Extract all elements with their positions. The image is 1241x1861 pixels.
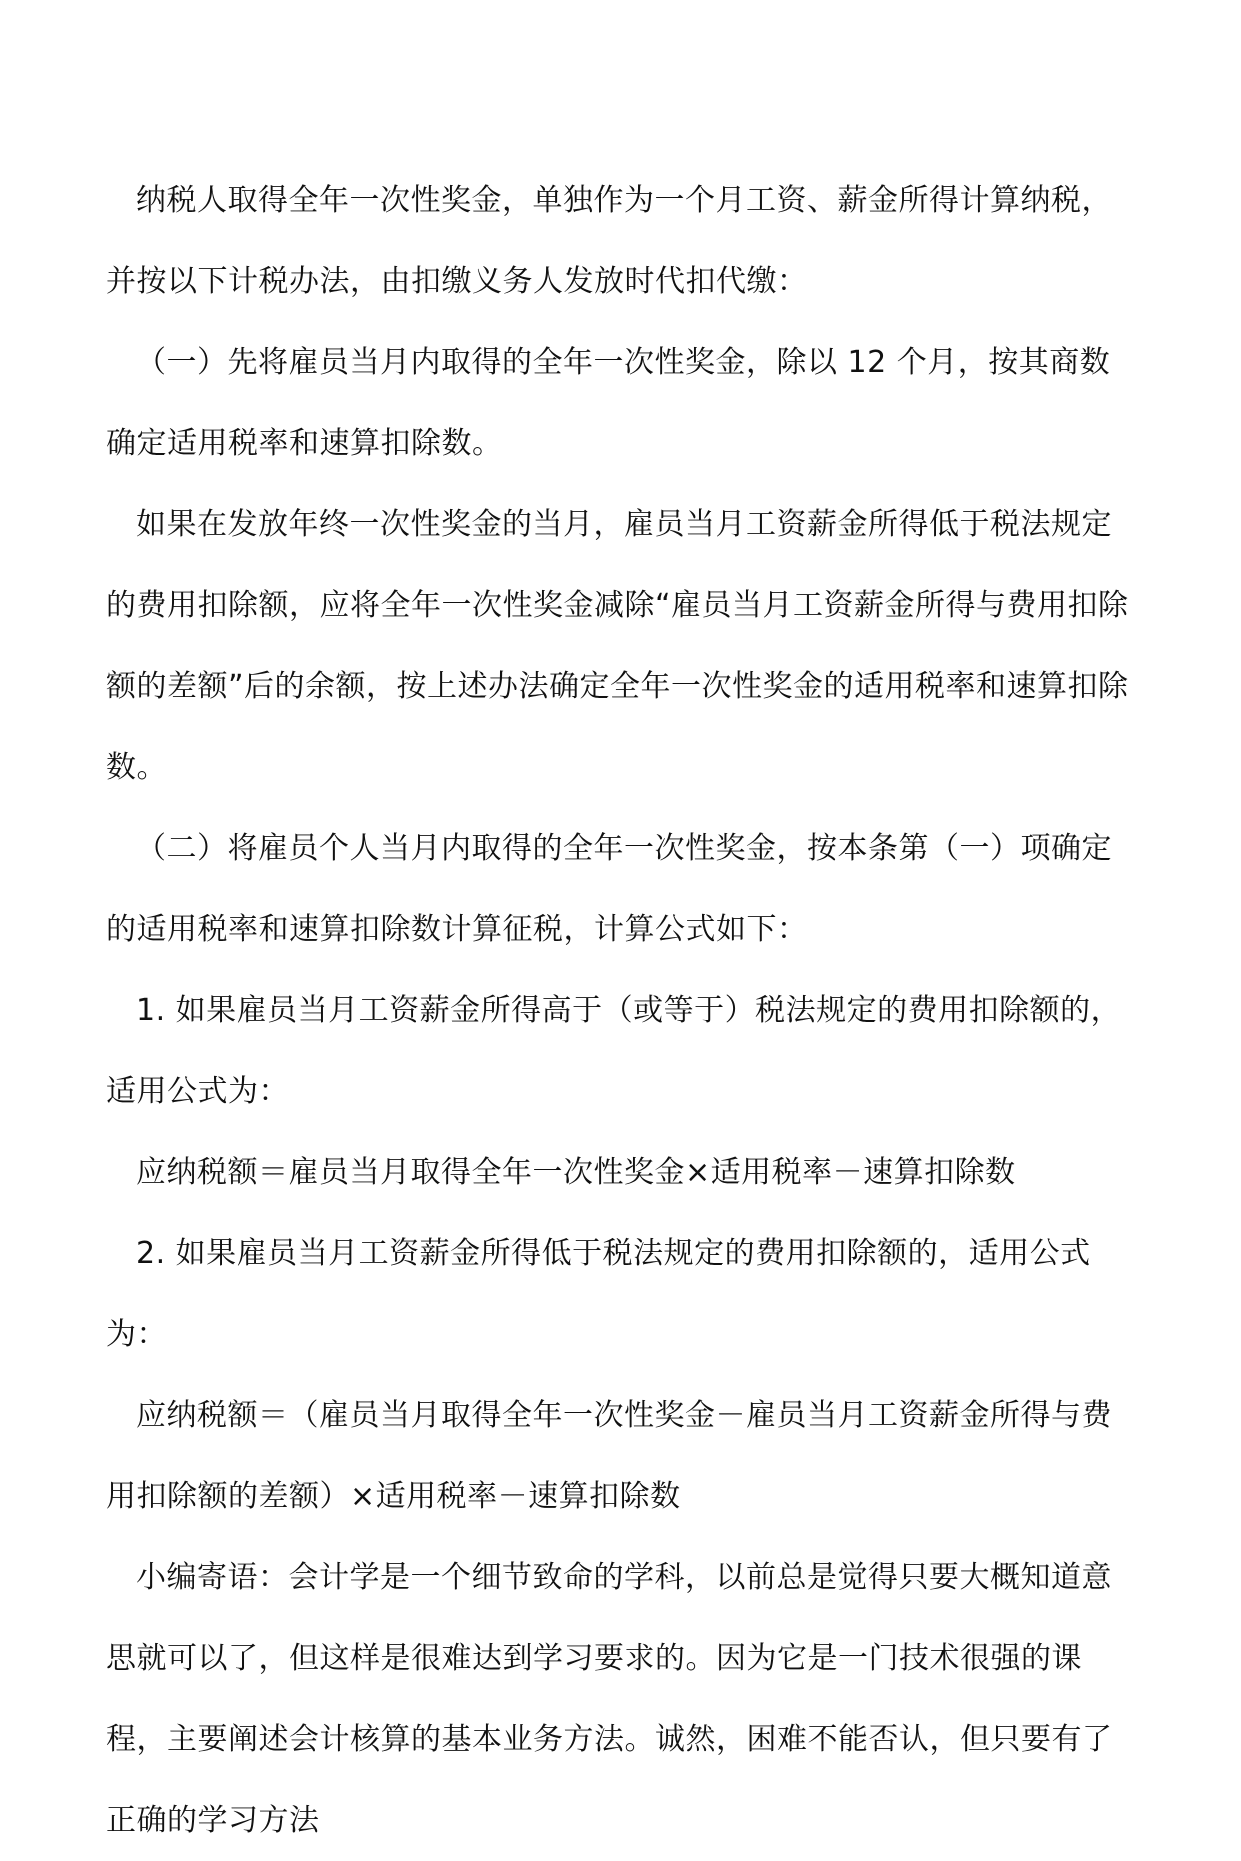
paragraph-step-two: （二）将雇员个人当月内取得的全年一次性奖金，按本条第（一）项确定的适用税率和速算扣除数计算征税，计算公式如下：	[106, 831, 1112, 947]
paragraph-editor-note: 小编寄语：会计学是一个细节致命的学科，以前总是觉得只要大概知道意思就可以了，但这样是很难达到学习要求的。因为它是一门技术很强的课程，主要阐述会计核算的基本业务方法。诚然，困难不能否认，但只要有了正确的学习方法	[106, 1560, 1113, 1838]
formula-one: 应纳税额＝雇员当月取得全年一次性奖金×适用税率－速算扣除数	[136, 1155, 1016, 1190]
document-body	[106, 160, 1136, 1861]
paragraph-case-two: 2. 如果雇员当月工资薪金所得低于税法规定的费用扣除额的，适用公式为：	[106, 1236, 1091, 1352]
paragraph-low-salary-case: 如果在发放年终一次性奖金的当月，雇员当月工资薪金所得低于税法规定的费用扣除额，应将全年一次性奖金减除“雇员当月工资薪金所得与费用扣除额的差额”后的余额，按上述办法确定全年一次性奖金的适用税率和速算扣除数。	[106, 507, 1129, 785]
paragraph-intro: 纳税人取得全年一次性奖金，单独作为一个月工资、薪金所得计算纳税，并按以下计税办法，由扣缴义务人发放时代扣代缴：	[106, 183, 1112, 299]
paragraph-step-one: （一）先将雇员当月内取得的全年一次性奖金，除以 12 个月，按其商数确定适用税率和速算扣除数。	[106, 345, 1111, 461]
paragraph-case-one: 1. 如果雇员当月工资薪金所得高于（或等于）税法规定的费用扣除额的，适用公式为：	[106, 993, 1122, 1109]
formula-two: 应纳税额＝（雇员当月取得全年一次性奖金－雇员当月工资薪金所得与费用扣除额的差额）×适用税率－速算扣除数	[106, 1398, 1112, 1514]
